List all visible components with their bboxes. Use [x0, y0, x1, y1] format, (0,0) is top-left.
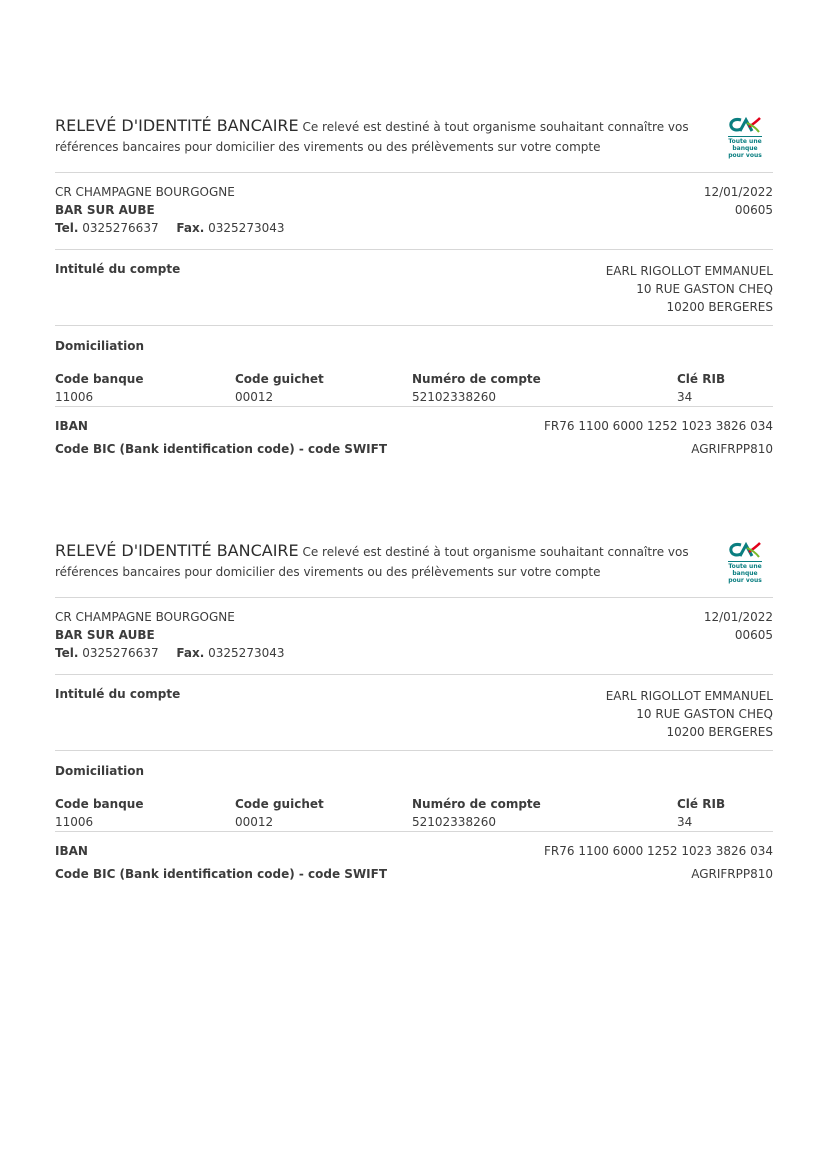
iban-value: FR76 1100 6000 1252 1023 3826 034 — [544, 844, 773, 858]
bic-label: Code BIC (Bank identification code) - code SWIFT — [55, 867, 388, 881]
iban-section — [55, 407, 773, 467]
logo-tagline-2: pour vous — [728, 577, 762, 584]
code-banque-value: 11006 — [55, 815, 94, 829]
numero-compte-value: 52102338260 — [412, 815, 496, 829]
bic-label: Code BIC (Bank identification code) - code SWIFT — [55, 442, 388, 456]
logo-tagline-2: pour vous — [728, 152, 762, 159]
fax-label: Fax. — [176, 221, 205, 235]
logo-tagline-1: Toute une banque — [728, 563, 762, 577]
agency-code: 00605 — [734, 628, 773, 642]
tel-value: 0325276637 — [82, 221, 159, 235]
rib-header — [55, 116, 773, 166]
account-title-label: Intitulé du compte — [55, 687, 181, 701]
rib-block-2 — [55, 541, 773, 892]
code-guichet-label: Code guichet — [235, 372, 324, 386]
account-holder-section — [55, 250, 773, 325]
bic-value: AGRIFRPP810 — [691, 442, 773, 456]
agency-section — [55, 598, 773, 674]
tel-label: Tel. — [55, 646, 79, 660]
logo-tagline-1: Toute une banque — [728, 138, 762, 152]
contact-line — [55, 219, 285, 237]
bic-value: AGRIFRPP810 — [691, 867, 773, 881]
credit-agricole-logo — [717, 116, 773, 159]
fax-value: 0325273043 — [208, 221, 285, 235]
account-title-label: Intitulé du compte — [55, 262, 181, 276]
holder-street: 10 RUE GASTON CHEQ — [636, 707, 773, 721]
contact-line — [55, 644, 285, 662]
rib-title: RELEVÉ D'IDENTITÉ BANCAIRE — [55, 541, 299, 560]
rib-block-1 — [55, 116, 773, 467]
tel-value: 0325276637 — [82, 646, 159, 660]
title-line — [55, 541, 715, 582]
code-guichet-value: 00012 — [235, 815, 274, 829]
iban-label: IBAN — [55, 419, 88, 433]
iban-label: IBAN — [55, 844, 88, 858]
agency-code: 00605 — [734, 203, 773, 217]
bank-name: CR CHAMPAGNE BOURGOGNE — [55, 185, 235, 199]
code-banque-value: 11006 — [55, 390, 94, 404]
iban-value: FR76 1100 6000 1252 1023 3826 034 — [544, 419, 773, 433]
rib-title: RELEVÉ D'IDENTITÉ BANCAIRE — [55, 116, 299, 135]
code-banque-label: Code banque — [55, 797, 144, 811]
code-guichet-value: 00012 — [235, 390, 274, 404]
code-guichet-label: Code guichet — [235, 797, 324, 811]
domiciliation-label: Domiciliation — [55, 764, 145, 778]
fax-label: Fax. — [176, 646, 205, 660]
cle-rib-label: Clé RIB — [677, 372, 726, 386]
date: 12/01/2022 — [703, 185, 773, 199]
branch-name: BAR SUR AUBE — [55, 628, 155, 642]
holder-city: 10200 BERGERES — [666, 725, 773, 739]
tel-label: Tel. — [55, 221, 79, 235]
code-banque-label: Code banque — [55, 372, 144, 386]
branch-name: BAR SUR AUBE — [55, 203, 155, 217]
domiciliation-section — [55, 751, 773, 831]
holder-name: EARL RIGOLLOT EMMANUEL — [605, 264, 773, 278]
ca-logo-icon — [728, 116, 762, 136]
iban-section — [55, 832, 773, 892]
numero-compte-value: 52102338260 — [412, 390, 496, 404]
rib-subtitle: Ce relevé est destiné à tout organisme souhaitant connaître vos références bancaires pour domicilier des virements ou des prélèvements sur votre compte — [55, 120, 689, 154]
date: 12/01/2022 — [703, 610, 773, 624]
agency-section — [55, 173, 773, 249]
rib-subtitle: Ce relevé est destiné à tout organisme souhaitant connaître vos références bancaires pour domicilier des virements ou des prélèvements sur votre compte — [55, 545, 689, 579]
holder-name: EARL RIGOLLOT EMMANUEL — [605, 689, 773, 703]
cle-rib-label: Clé RIB — [677, 797, 726, 811]
cle-rib-value: 34 — [677, 390, 693, 404]
bank-name: CR CHAMPAGNE BOURGOGNE — [55, 610, 235, 624]
ca-logo-icon — [728, 541, 762, 561]
holder-city: 10200 BERGERES — [666, 300, 773, 314]
cle-rib-value: 34 — [677, 815, 693, 829]
rib-header — [55, 541, 773, 591]
holder-street: 10 RUE GASTON CHEQ — [636, 282, 773, 296]
numero-compte-label: Numéro de compte — [412, 797, 541, 811]
domiciliation-section — [55, 326, 773, 406]
numero-compte-label: Numéro de compte — [412, 372, 541, 386]
title-line — [55, 116, 715, 157]
credit-agricole-logo — [717, 541, 773, 584]
domiciliation-label: Domiciliation — [55, 339, 145, 353]
fax-value: 0325273043 — [208, 646, 285, 660]
account-holder-section — [55, 675, 773, 750]
